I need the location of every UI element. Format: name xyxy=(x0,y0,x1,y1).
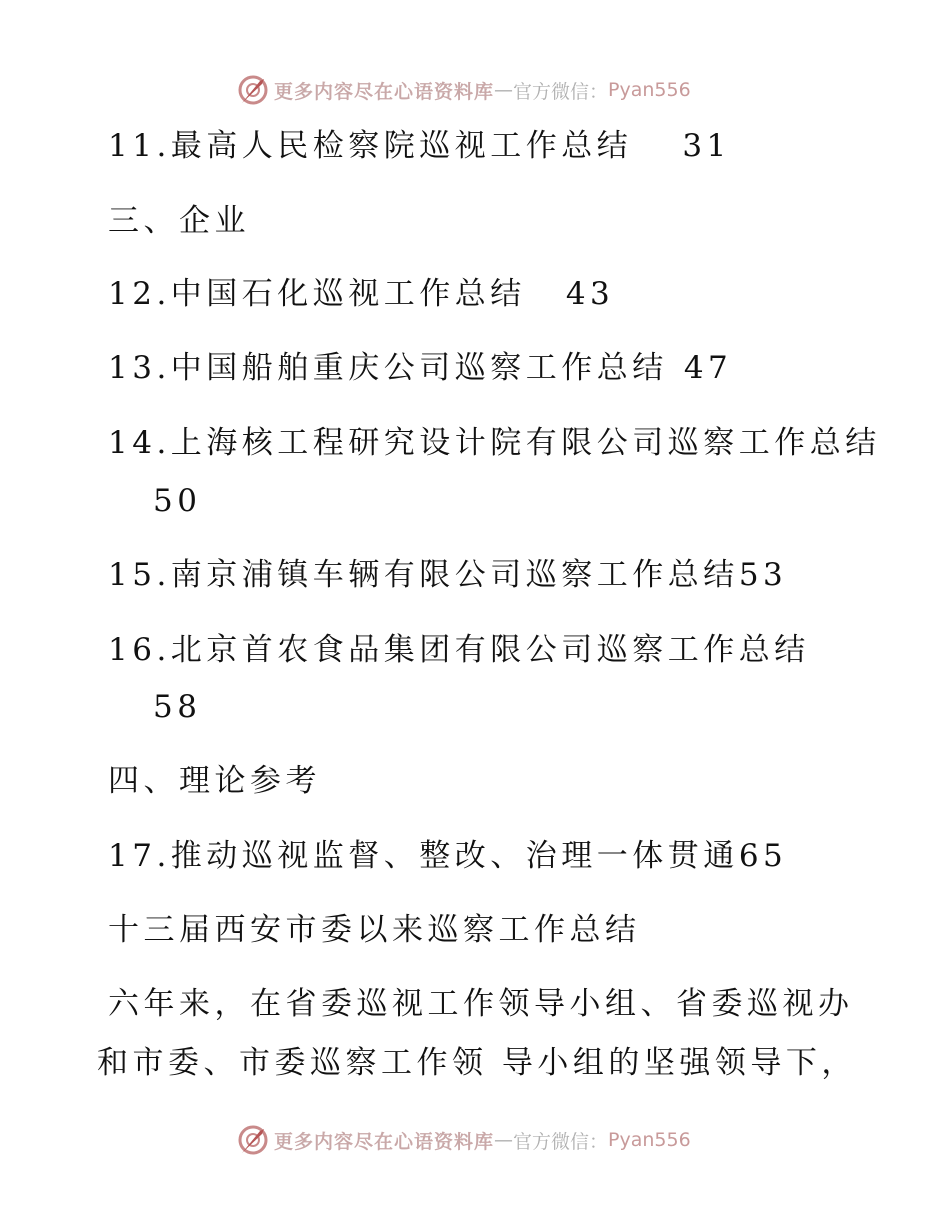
toc-item-label: 17.推动巡视监督、整改、治理一体贯通 xyxy=(108,838,739,874)
toc-section-heading: 三、企业 xyxy=(108,203,250,239)
toc-item-13 xyxy=(108,348,732,388)
watermark-wechat-label: 官方微信： xyxy=(513,1130,609,1153)
toc-page-number: 58 xyxy=(153,689,202,725)
toc-page-number: 47 xyxy=(683,350,733,386)
watermark-wechat-label: 官方微信： xyxy=(513,80,609,103)
toc-page-number: 43 xyxy=(565,276,615,312)
quill-logo-icon xyxy=(236,73,270,107)
watermark-text: 更多内容尽在心语资料库 xyxy=(274,1130,495,1153)
watermark-header xyxy=(236,72,691,108)
watermark-text: 更多内容尽在心语资料库 xyxy=(274,80,495,103)
toc-section-heading: 四、理论参考 xyxy=(108,763,321,799)
watermark-dash: — xyxy=(494,79,514,101)
toc-page-number: 50 xyxy=(153,483,202,519)
toc-item-label: 13.中国船舶重庆公司巡察工作总结 xyxy=(108,350,668,386)
toc-item-14: 14.上海核工程研究设计院有限公司巡察工作总结 xyxy=(108,425,881,461)
paragraph-line: 六年来，在省委巡视工作领导小组、省委巡视办 xyxy=(108,986,854,1022)
quill-logo-icon xyxy=(236,1123,270,1157)
toc-item-15 xyxy=(108,555,787,595)
watermark-wechat-id: Pyan556 xyxy=(608,79,691,101)
toc-item-17 xyxy=(108,836,787,876)
toc-item-label: 11.最高人民检察院巡视工作总结 xyxy=(108,128,633,164)
watermark-footer xyxy=(236,1122,691,1158)
paragraph-line: 和市委、市委巡察工作领 导小组的坚强领导下， xyxy=(97,1045,857,1081)
toc-item-16: 16.北京首农食品集团有限公司巡察工作总结 xyxy=(108,632,810,668)
toc-item-label: 12.中国石化巡视工作总结 xyxy=(108,276,526,312)
toc-item-11 xyxy=(108,126,731,166)
watermark-wechat-id: Pyan556 xyxy=(608,1129,691,1151)
toc-item-label: 15.南京浦镇车辆有限公司巡察工作总结 xyxy=(108,557,739,593)
toc-item-12 xyxy=(108,274,614,314)
toc-page-number: 53 xyxy=(738,557,788,593)
toc-page-number: 31 xyxy=(682,128,731,164)
document-heading: 十三届西安市委以来巡察工作总结 xyxy=(108,912,641,948)
toc-page-number: 65 xyxy=(738,838,788,874)
watermark-dash: — xyxy=(494,1129,514,1151)
